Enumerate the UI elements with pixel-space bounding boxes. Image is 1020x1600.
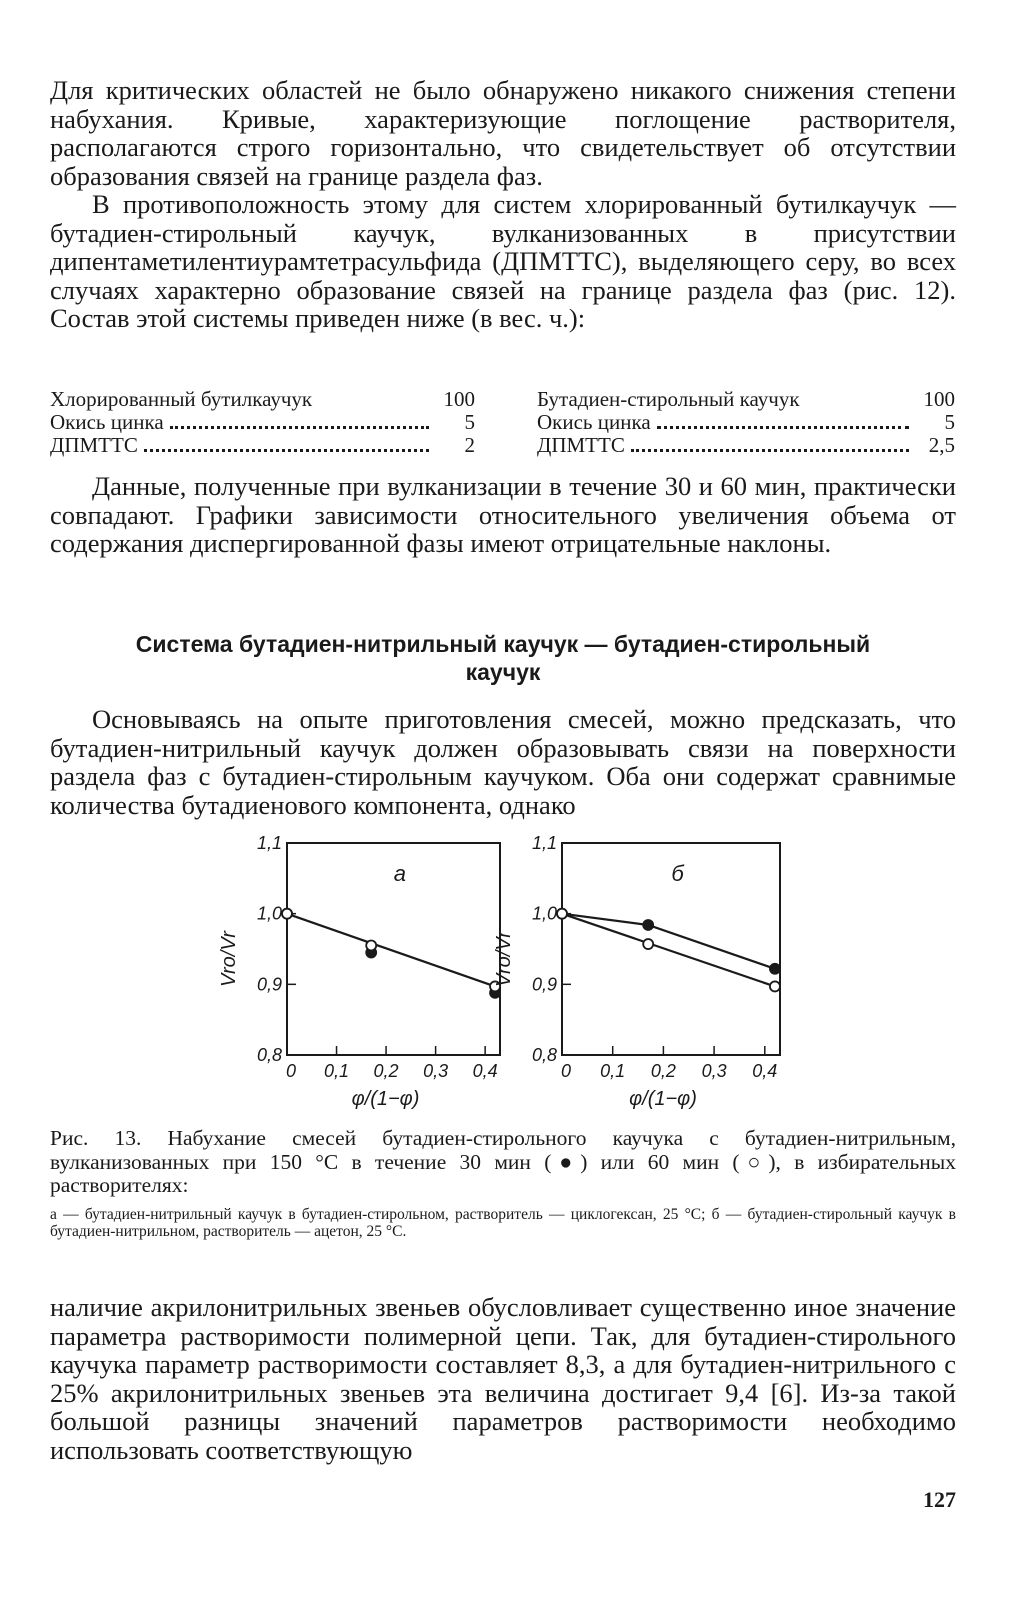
chart-panel [493,833,780,1110]
ingredient-value: 2 [464,432,475,457]
x-tick-label: 0,4 [472,1061,498,1081]
data-point-open [366,940,376,950]
x-tick-label: 0,2 [373,1061,399,1081]
chart-panel [218,833,500,1110]
ingredient-name: Бутадиен-стирольный каучук [537,387,800,411]
ingredient-name: Окись цинка [537,409,651,434]
ingredient-value: 100 [443,387,475,411]
x-axis-label: φ/(1−φ) [629,1088,697,1110]
ingredient-value: 5 [464,409,475,434]
section-heading [50,630,956,686]
y-tick-label: 1,0 [531,903,557,924]
y-tick-label: 0,8 [531,1045,557,1065]
composition-row [50,388,475,411]
figure-caption-note [50,1207,956,1240]
data-point-filled [643,920,653,930]
ingredient-value: 100 [923,387,955,411]
y-axis-label: Vro/Vr [218,931,240,987]
series-line [287,914,495,987]
composition-right [537,388,955,457]
x-tick-label: 0,1 [324,1061,350,1081]
ingredient-value: 2,5 [928,432,955,457]
x-axis-label: φ/(1−φ) [351,1088,420,1110]
heading-line-2: каучук [465,659,541,685]
x-tick-label: 0 [285,1061,297,1081]
series-line [562,914,775,987]
x-tick-label: 0,2 [650,1061,676,1081]
data-point-open [557,909,567,919]
ingredient-value: 5 [944,409,955,434]
data-point-open [770,981,780,991]
y-tick-label: 1,1 [256,833,282,853]
x-tick-label: 0,1 [600,1061,626,1081]
x-tick-label: 0,3 [701,1061,727,1081]
data-point-open [282,909,292,919]
paragraph-5: наличие акрилонитрильных звеньев обусловливает существенно иное значение параметра растворимости полимерной цепи. Так, для бутадиен-стирольного каучука параметр растворимости составляет 8,3, а для бутадиен-нитрильного с 25% акрилонитрильных звеньев эта величина достигает 9,4 [6]. Из-за такой большой разницы значений параметров растворимости необходимо использовать соответствующую [50,1292,956,1465]
y-tick-label: 0,9 [256,974,282,995]
figure-caption [50,1127,956,1198]
x-tick-label: 0 [560,1061,572,1081]
data-point-open [643,939,653,949]
paragraph-3: Данные, полученные при вулканизации в течение 30 и 60 мин, практически совпадают. Графики зависимости относительного увеличения объема от содержания диспергированной фазы имеют отрицательные наклоны. [50,471,956,559]
composition-row [537,411,955,434]
ingredient-name: ДПМТТС [537,432,625,457]
caption-note-text: а — бутадиен-нитрильный каучук в бутадиен-стирольном, растворитель — циклогексан, 25 °С; б — бутадиен-стирольный каучук в бутадиен-нитрильном, растворитель — ацетон, 25 °С. [50,1206,956,1240]
composition-row [50,411,475,434]
composition-left [50,388,475,457]
series-line [562,914,775,969]
y-tick-label: 1,0 [256,903,282,924]
composition-row [50,434,475,457]
y-tick-label: 0,9 [531,974,557,995]
ingredient-name: Окись цинка [50,409,164,434]
panel-label: б [671,861,684,886]
paragraph-1: Для критических областей не было обнаружено никакого снижения степени набухания. Кривые, характеризующие поглощение растворителя, располагаются строго горизонтально, что свидетельствует об отсутствии образования связей на границе раздела фаз. [50,75,956,191]
composition-row [537,388,955,411]
x-tick-label: 0,3 [423,1061,449,1081]
y-tick-label: 0,8 [256,1045,282,1065]
ingredient-name: Хлорированный бутилкаучук [50,387,313,411]
caption-text: Рис. 13. Набухание смесей бутадиен-стирольного каучука с бутадиен-нитрильным, вулканизованных при 150 °С в течение 30 мин (●) или 60 мин (○), в избирательных растворителях: [50,1126,956,1197]
page-number: 127 [923,1487,956,1512]
x-tick-label: 0,4 [752,1061,778,1081]
y-tick-label: 1,1 [531,833,557,853]
paragraph-4: Основываясь на опыте приготовления смесей, можно предсказать, что бутадиен-нитрильный каучук должен образовывать связи на поверхности раздела фаз с бутадиен-стирольным каучуком. Оба они содержат сравнимые количества бутадиенового компонента, однако [50,704,956,820]
heading-line-1: Система бутадиен-нитрильный каучук — бутадиен-стирольный [135,631,871,657]
data-point-filled [770,964,780,974]
composition-row [537,434,955,457]
paragraph-2: В противоположность этому для систем хлорированный бутилкаучук — бутадиен-стирольный каучук, вулканизованных в присутствии дипентаметилентиурамтетрасульфида (ДПМТТС), выделяющего серу, во всех случаях характерно образование связей на границе раздела фаз (рис. 12). Состав этой системы приведен ниже (в вес. ч.): [50,189,956,334]
figure-13-charts [0,825,1020,1125]
ingredient-name: ДПМТТС [50,432,138,457]
y-axis-label: Vro/Vr [493,931,515,987]
panel-label: а [393,861,407,886]
